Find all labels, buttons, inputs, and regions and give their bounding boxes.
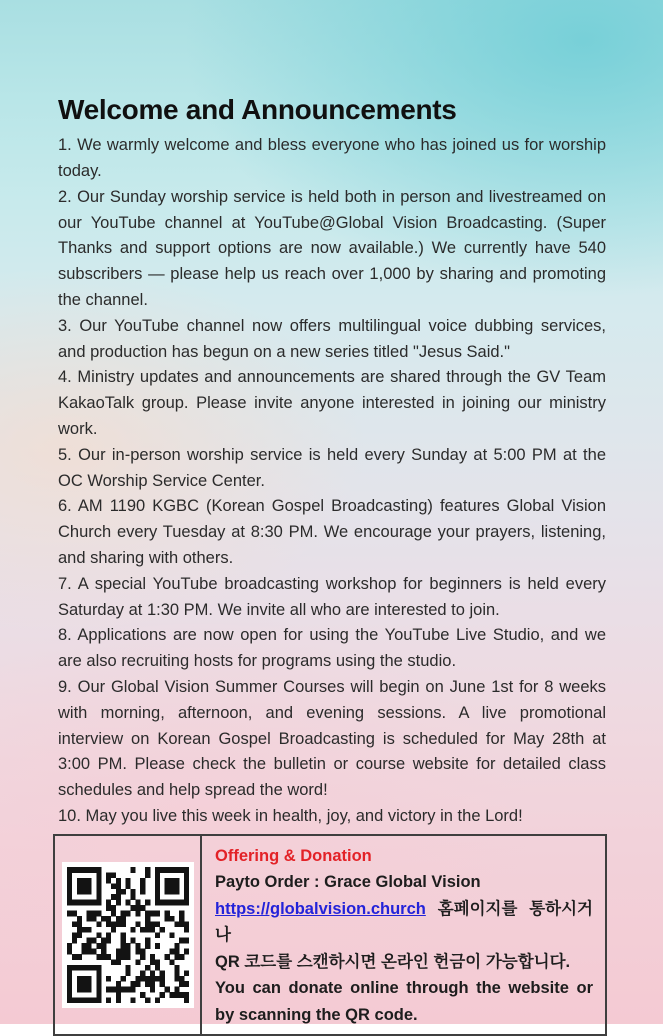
announcement-item: 3. Our YouTube channel now offers multilingual voice dubbing services, and production has begun on a new series titled "Jesus Said." <box>58 316 606 361</box>
qr-code <box>62 862 194 1008</box>
offering-heading: Offering & Donation <box>215 846 372 865</box>
offering-payto-line: Payto Order : Grace Global Vision <box>215 873 481 892</box>
announcement-item: 9. Our Global Vision Summer Courses will begin on June 1st for 8 weeks with morning, afternoon, and evening sessions. A live promotional interview on Korean Gospel Broadcasting is scheduled for May 28th at 3:00 PM. Please check the bulletin or course website for detailed class schedules and help spread the word! <box>58 677 606 800</box>
announcement-item: 8. Applications are now open for using the YouTube Live Studio, and we are also recruiting hosts for programs using the studio. <box>58 626 606 671</box>
announcement-item: 4. Ministry updates and announcements are shared through the GV Team KakaoTalk group. Please invite anyone interested in joining our ministry work. <box>58 368 606 438</box>
offering-link-suffix: 홈페이지를 통하시거나 <box>215 899 593 945</box>
offering-english-line: You can donate online through the website or by scanning the QR code. <box>215 979 593 1024</box>
offering-qr-cell <box>55 836 202 1035</box>
donation-link[interactable]: https://globalvision.church <box>215 899 426 918</box>
offering-link-line <box>215 896 593 949</box>
announcement-item: 10. May you live this week in health, joy, and victory in the Lord! <box>58 806 523 825</box>
offering-korean-line: QR 코드를 스캔하시면 온라인 헌금이 가능합니다. <box>215 952 571 971</box>
announcement-item: 6. AM 1190 KGBC (Korean Gospel Broadcasting) features Global Vision Church every Tuesday at 8:30 PM. We encourage your prayers, listening, and sharing with others. <box>58 497 606 567</box>
announcements-list <box>58 133 606 830</box>
announcement-item: 5. Our in-person worship service is held every Sunday at 5:00 PM at the OC Worship Service Center. <box>58 445 606 490</box>
offering-box <box>53 834 607 1036</box>
bulletin-content <box>58 94 606 1036</box>
announcement-item: 2. Our Sunday worship service is held both in person and livestreamed on our YouTube channel at YouTube@Global Vision Broadcasting. (Super Thanks and support options are now available.) We currently have 540 subscribers — please help us reach over 1,000 by sharing and promoting the channel. <box>58 187 606 309</box>
offering-text-cell <box>202 836 605 1035</box>
announcement-item: 7. A special YouTube broadcasting workshop for beginners is held every Saturday at 1:30 PM. We invite all who are interested to join. <box>58 574 606 619</box>
page-title: Welcome and Announcements <box>58 94 457 125</box>
announcement-item: 1. We warmly welcome and bless everyone who has joined us for worship today. <box>58 136 606 180</box>
